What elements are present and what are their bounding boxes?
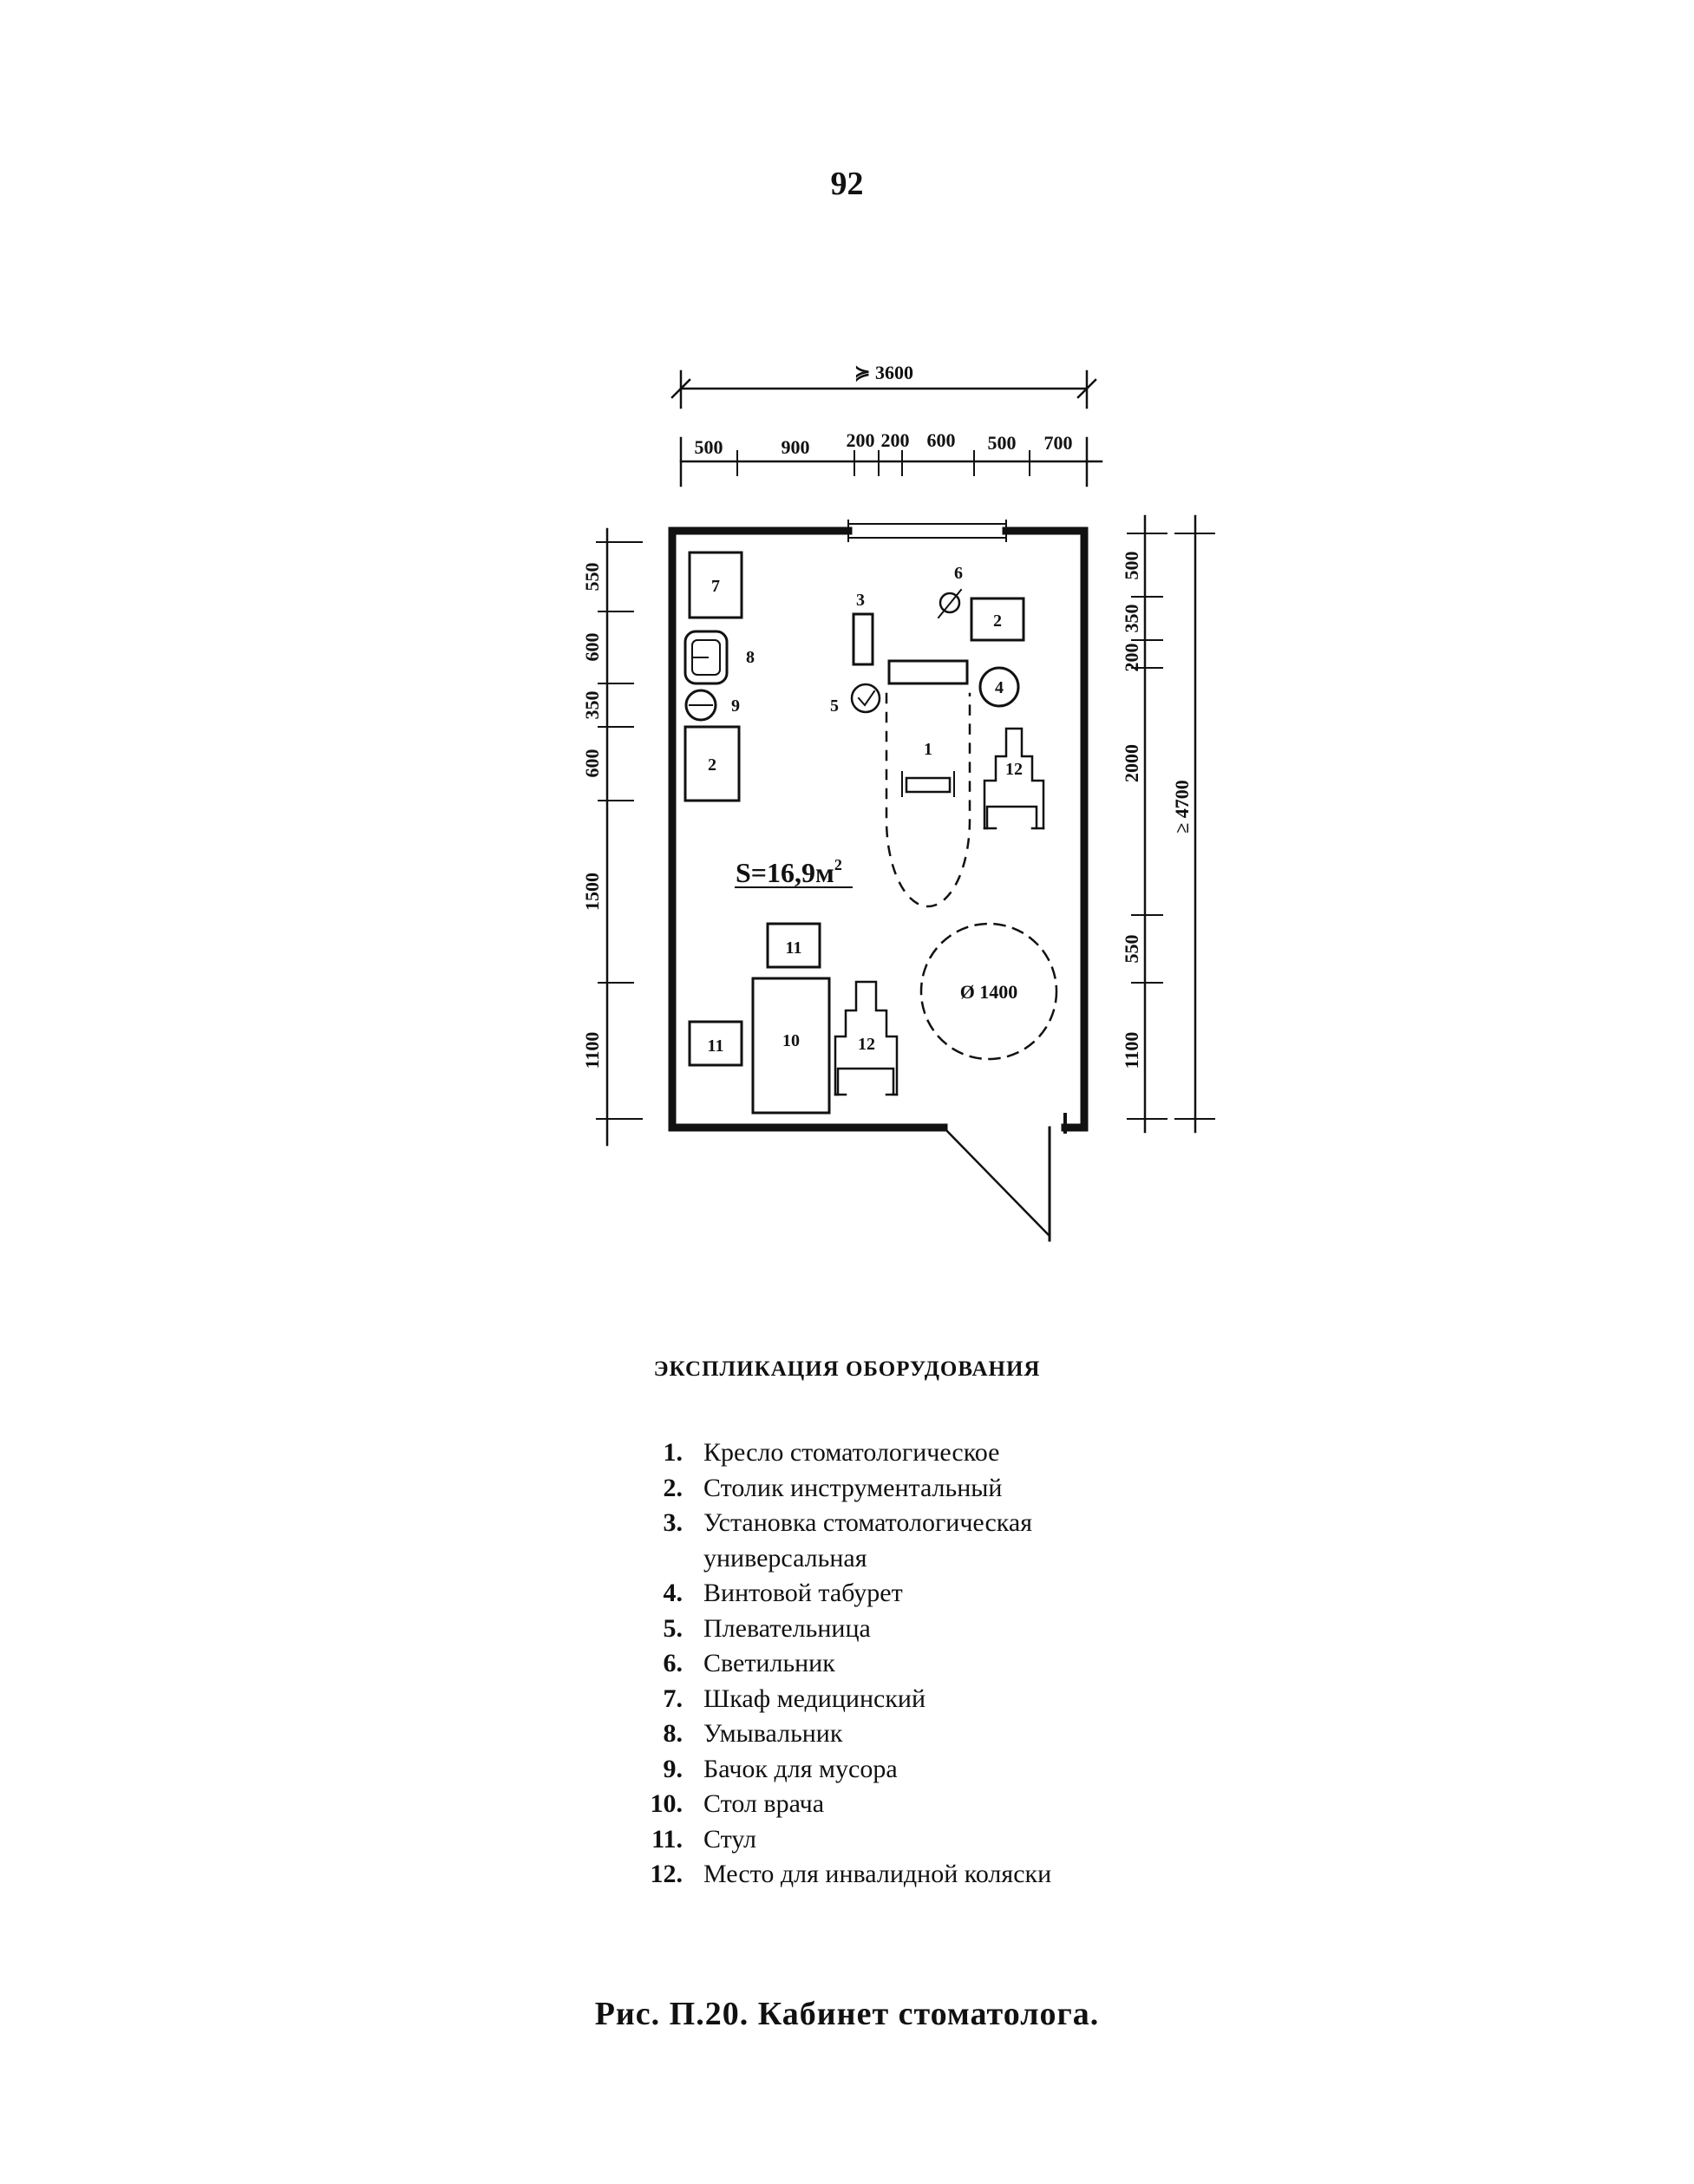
legend-item: 10. Стол врача xyxy=(650,1789,825,1818)
dental-unit xyxy=(854,614,873,664)
top-dim-6: 500 xyxy=(987,432,1017,454)
legend-item: 3. Установка стоматологическая универсальная xyxy=(663,1508,1033,1573)
legend-item: 8. Умывальник xyxy=(663,1719,843,1748)
turning-circle-label: Ø 1400 xyxy=(959,981,1018,1003)
label-cabinet: 7 xyxy=(711,577,720,596)
right-dim-4: 2000 xyxy=(1121,744,1142,782)
explication-title: ЭКСПЛИКАЦИЯ ОБОРУДОВАНИЯ xyxy=(653,1357,1041,1381)
right-dim-2: 350 xyxy=(1121,604,1142,633)
top-dim-1: 500 xyxy=(694,436,723,458)
top-dim-2: 900 xyxy=(781,436,810,458)
legend-item: 6. Светильник xyxy=(663,1649,835,1677)
right-dim-1: 500 xyxy=(1121,551,1142,580)
label-unit: 3 xyxy=(856,591,865,610)
left-dim-5: 1500 xyxy=(581,873,603,911)
label-sink: 8 xyxy=(746,648,755,667)
legend-item: 5. Плевательница xyxy=(663,1613,871,1643)
label-desk: 10 xyxy=(782,1031,800,1050)
label-table-right: 2 xyxy=(993,611,1002,631)
left-dim-4: 600 xyxy=(581,749,603,778)
figure-caption: Рис. П.20. Кабинет стоматолога. xyxy=(594,1996,1100,2032)
top-dim-4: 200 xyxy=(880,429,910,451)
label-wheelchair-bottom: 12 xyxy=(858,1035,875,1054)
top-dim-3: 200 xyxy=(846,429,875,451)
overall-height-label: ≥ 4700 xyxy=(1171,780,1193,834)
legend-item: 9. Бачок для мусора xyxy=(663,1754,898,1783)
area-label: $S=16,9м^2$ xyxy=(736,856,842,888)
spittoon xyxy=(852,684,880,712)
left-dim-2: 600 xyxy=(581,632,603,662)
dental-chair xyxy=(886,661,970,906)
page-number: 92 xyxy=(830,166,864,202)
left-chain-dimension xyxy=(597,529,642,1145)
legend-item: 11. Стул xyxy=(651,1824,756,1854)
right-dim-6: 1100 xyxy=(1121,1031,1142,1069)
label-stool: 4 xyxy=(995,678,1004,697)
legend-item: 1. Кресло стоматологическое xyxy=(663,1438,1000,1467)
label-bin: 9 xyxy=(731,696,740,716)
right-dim-5: 550 xyxy=(1121,934,1142,964)
equipment-legend xyxy=(603,1435,1189,1893)
sink xyxy=(685,631,727,683)
overall-width-label: ≽ 3600 xyxy=(854,362,913,383)
label-spittoon: 5 xyxy=(830,696,839,716)
label-lamp: 6 xyxy=(954,564,963,583)
legend-item: 2. Столик инструментальный xyxy=(663,1473,1003,1502)
label-wheelchair-top: 12 xyxy=(1005,760,1023,779)
waste-bin xyxy=(686,690,716,720)
label-chair-left: 11 xyxy=(707,1036,724,1056)
legend-item: 7. Шкаф медицинский xyxy=(663,1684,926,1713)
left-dim-1: 550 xyxy=(581,562,603,592)
left-dim-6: 1100 xyxy=(581,1031,603,1069)
top-dim-7: 700 xyxy=(1043,432,1073,454)
right-dim-3: 200 xyxy=(1121,643,1142,672)
label-table-left: 2 xyxy=(708,755,716,775)
label-dental-chair: 1 xyxy=(924,740,932,759)
lamp xyxy=(939,590,961,618)
top-dim-5: 600 xyxy=(926,429,956,451)
legend-item: 4. Винтовой табурет xyxy=(663,1579,903,1607)
label-chair-top: 11 xyxy=(785,938,802,958)
legend-item: 12. Место для инвалидной коляски xyxy=(650,1860,1052,1888)
left-dim-3: 350 xyxy=(581,690,603,720)
